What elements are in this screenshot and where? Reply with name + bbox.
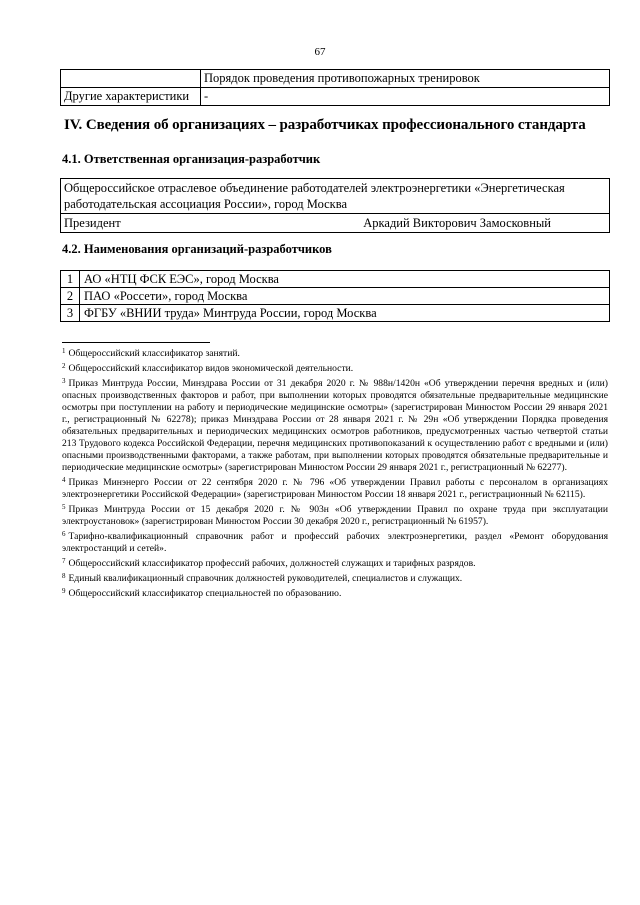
- developer-name: ПАО «Россети», город Москва: [80, 288, 610, 305]
- footnote-number: 1: [62, 347, 66, 355]
- footnote: [62, 555, 608, 570]
- responsible-org-table: [60, 178, 610, 233]
- footnote: [62, 345, 608, 360]
- footnote: [62, 375, 608, 474]
- developer-name: АО «НТЦ ФСК ЕЭС», город Москва: [80, 271, 610, 288]
- footnote-number: 9: [62, 587, 66, 595]
- table-cell-value: -: [201, 88, 610, 106]
- footnote-number: 2: [62, 362, 66, 370]
- footnote: [62, 501, 608, 528]
- developers-table: [60, 270, 610, 322]
- footnote-number: 5: [62, 503, 66, 511]
- table-row: [61, 88, 610, 106]
- table-cell-label: [61, 70, 201, 88]
- footnote-text: Приказ Минэнерго России от 22 сентября 2020 г. № 796 «Об утверждении Правил работы с персоналом в организациях электроэнергетики Российской Федерации» (зарегистрирован Минюстом России 18 января 2021 г., регистрационный № 62115).: [62, 477, 608, 500]
- footnote-text: Общероссийский классификатор профессий рабочих, должностей служащих и тарифных разрядов.: [68, 558, 476, 569]
- table-cell-value: Порядок проведения противопожарных тренировок: [201, 70, 610, 88]
- table-row: [61, 70, 610, 88]
- signatory: [64, 215, 606, 231]
- table-row: [61, 214, 610, 233]
- row-number: 2: [61, 288, 80, 305]
- footnote-text: Тарифно-квалификационный справочник работ и профессий рабочих электроэнергетики, раздел «Ремонт оборудования электростанций и сетей».: [62, 531, 608, 554]
- footnote: [62, 528, 608, 555]
- characteristics-table: [60, 69, 610, 106]
- org-name: Общероссийское отраслевое объединение работодателей электроэнергетики «Энергетическая работодательская ассоциация России», город Москва: [61, 179, 610, 214]
- footnote-text: Общероссийский классификатор видов экономической деятельности.: [68, 363, 354, 374]
- table-row: [61, 288, 610, 305]
- section-title: IV. Сведения об организациях – разработчиках профессионального стандарта: [64, 117, 586, 133]
- footnote: [62, 474, 608, 501]
- footnote-text: Приказ Минтруда России от 15 декабря 2020 г. № 903н «Об утверждении Правил по охране труда при эксплуатации электроустановок» (зарегистрирован Минюстом России 30 декабря 2020 г., регистрационный № 61957).: [62, 504, 608, 527]
- footnote-text: Общероссийский классификатор специальностей по образованию.: [68, 588, 342, 599]
- responsible-org-heading: 4.1. Ответственная организация-разработчик: [62, 152, 321, 166]
- signatory-cell: [61, 214, 610, 233]
- table-row: [61, 271, 610, 288]
- footnote: [62, 570, 608, 585]
- table-row: [61, 305, 610, 322]
- signatory-position: Президент: [64, 216, 121, 230]
- footnote-number: 6: [62, 530, 66, 538]
- table-row: [61, 179, 610, 214]
- footnote-number: 7: [62, 557, 66, 565]
- footnote-text: Единый квалификационный справочник должностей руководителей, специалистов и служащих.: [68, 573, 463, 584]
- table-cell-label: Другие характеристики: [61, 88, 201, 106]
- signatory-name: Аркадий Викторович Замосковный: [363, 216, 551, 230]
- page-number: 67: [314, 46, 326, 58]
- footnote-number: 4: [62, 476, 66, 484]
- footnote-number: 8: [62, 572, 66, 580]
- row-number: 3: [61, 305, 80, 322]
- row-number: 1: [61, 271, 80, 288]
- footnote-text: Приказ Минтруда России, Минздрава России от 31 декабря 2020 г. № 988н/1420н «Об утверждении перечня вредных и (или) опасных производственных факторов и работ, при выполнении которых проводятся обязательные предварительные медицинские осмотры при поступлении на работу и периодические медицинские осмотры» (зарегистрирован Минюстом России 29 января 2021 г., регистрационный № 62278); приказ Минздрава России от 28 января 2021 г. № 29н «Об утверждении Порядка проведения обязательных предварительных и периодических медицинских осмотров работников, предусмотренных частью четвертой статьи 213 Трудового кодекса Российской Федерации, перечня медицинских противопоказаний к осуществлению работ с вредными и (или) опасными производственными факторами, а также работам, при выполнении которых проводятся обязательные предварительные и периодические медицинские осмотры» (зарегистрирован Минюстом России 29 января 2021 г., регистрационный № 62277).: [62, 378, 608, 473]
- developers-heading: 4.2. Наименования организаций-разработчиков: [62, 242, 332, 256]
- footnote-text: Общероссийский классификатор занятий.: [68, 348, 240, 359]
- footnote: [62, 360, 608, 375]
- developer-name: ФГБУ «ВНИИ труда» Минтруда России, город Москва: [80, 305, 610, 322]
- footnote: [62, 585, 608, 600]
- footnote-separator: [62, 342, 210, 343]
- footnotes: [62, 345, 608, 600]
- footnote-number: 3: [62, 377, 66, 385]
